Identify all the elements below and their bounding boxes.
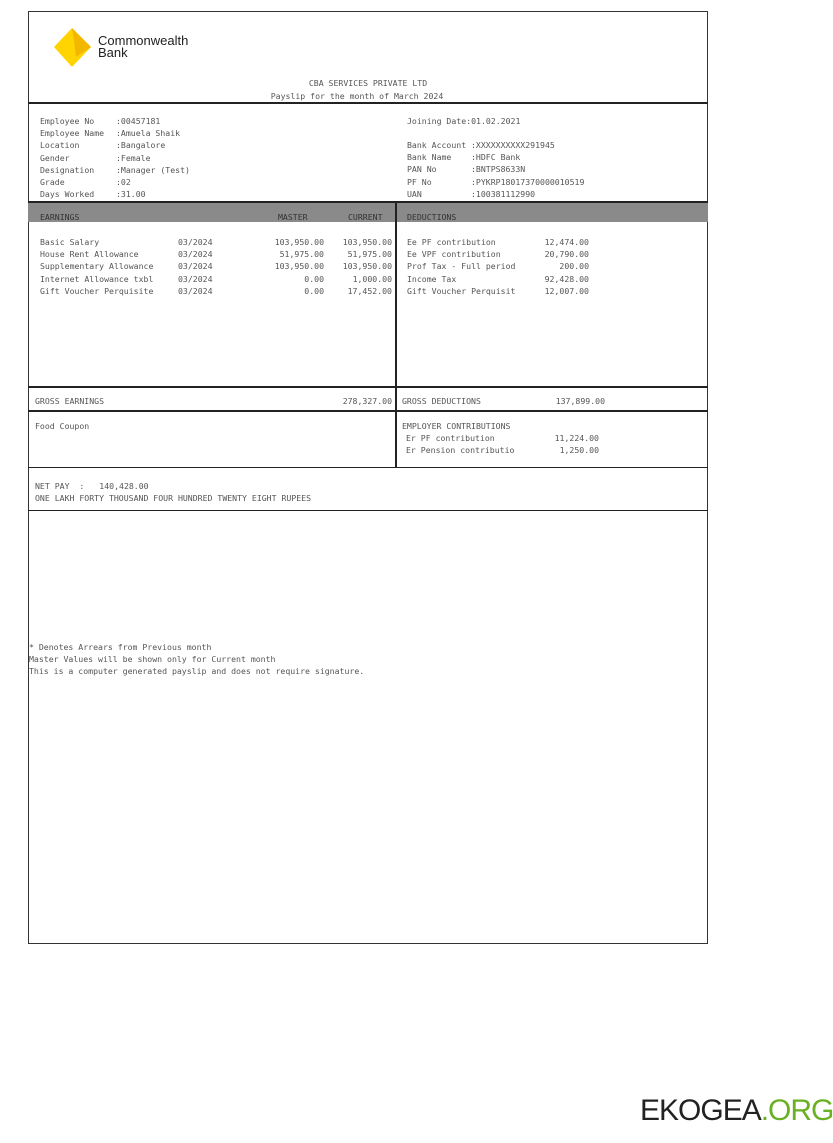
footer-notes [29, 641, 364, 678]
net-pay-words: ONE LAKH FORTY THOUSAND FOUR HUNDRED TWENTY EIGHT RUPEES [35, 493, 312, 503]
value: :Female [116, 152, 151, 163]
earning-row [40, 273, 392, 285]
bank-row [407, 163, 584, 175]
master-header: MASTER [278, 212, 308, 222]
earning-row [40, 285, 392, 297]
earning-row [40, 260, 392, 272]
earning-master: 0.00 [304, 273, 324, 284]
watermark-text: EKOGEA [640, 1094, 761, 1127]
value: :02 [116, 176, 131, 187]
logo-line-2: Bank [98, 45, 128, 60]
deduction-name: Prof Tax - Full period [407, 261, 516, 272]
label: PF No [407, 176, 432, 187]
earning-current: 103,950.00 [342, 237, 392, 247]
note: This is a computer generated payslip and does not require signature. [29, 666, 365, 677]
earning-master: 103,950.00 [274, 261, 324, 272]
label: UAN [407, 188, 422, 199]
deduction-row [407, 285, 589, 297]
deduction-name: Ee VPF contribution [407, 249, 501, 260]
deduction-amount: 20,790.00 [544, 249, 589, 260]
label: PAN No [407, 164, 437, 175]
gross-deductions-value: 137,899.00 [555, 396, 605, 406]
employee-row [40, 176, 190, 188]
logo-line-1: Commonwealth [98, 33, 189, 48]
bank-row [407, 176, 584, 188]
food-coupon-label: Food Coupon [35, 421, 90, 431]
employee-row [40, 139, 190, 151]
employer-item-amount: 11,224.00 [554, 433, 599, 443]
earnings-header: EARNINGS [40, 212, 80, 222]
value: :HDFC Bank [471, 152, 521, 163]
earning-name: Basic Salary [40, 237, 100, 247]
employee-row [40, 164, 190, 176]
divider [28, 102, 708, 104]
value: :31.00 [116, 189, 146, 200]
employer-row [406, 444, 599, 456]
value: :Bangalore [116, 140, 166, 151]
earning-name: Internet Allowance txbl [40, 273, 154, 284]
divider [28, 386, 708, 388]
earning-name: House Rent Allowance [40, 249, 139, 260]
deduction-row [407, 236, 589, 248]
deduction-amount: 200.00 [559, 261, 589, 272]
divider [28, 510, 708, 511]
deduction-name: Income Tax [407, 273, 457, 284]
label: Employee No [40, 116, 95, 126]
deduction-amount: 12,474.00 [544, 237, 589, 247]
value: :Amuela Shaik [116, 128, 181, 139]
joining-date: Joining Date:01.02.2021 [407, 116, 521, 126]
earning-master: 51,975.00 [279, 249, 324, 260]
bank-row [407, 139, 584, 151]
earning-name: Supplementary Allowance [40, 261, 154, 272]
page-title: Payslip for the month of March 2024 [270, 91, 444, 101]
gross-earnings-label: GROSS EARNINGS [35, 396, 105, 406]
employee-row [40, 127, 190, 139]
deductions-header: DEDUCTIONS [407, 212, 457, 222]
employer-item-amount: 1,250.00 [559, 445, 599, 456]
value: :PYKRP18017370000010519 [471, 176, 585, 187]
earning-current: 17,452.00 [347, 285, 392, 296]
earning-period: 03/2024 [178, 261, 213, 272]
employee-row [40, 152, 190, 164]
employer-item-name: Er Pension contributio [406, 445, 515, 456]
employer-contributions-title: EMPLOYER CONTRIBUTIONS [402, 421, 511, 431]
watermark-suffix: .ORG [760, 1094, 833, 1127]
label: Designation [40, 164, 95, 175]
gross-earnings-value: 278,327.00 [342, 396, 392, 406]
bank-logo-icon [52, 27, 94, 69]
note: * Denotes Arrears from Previous month [29, 642, 212, 652]
employer-row [406, 432, 599, 444]
earning-row [40, 248, 392, 260]
employer-contributions [406, 432, 599, 456]
net-pay-label: NET PAY : [35, 481, 85, 491]
earning-current: 1,000.00 [352, 273, 392, 284]
value: :XXXXXXXXXX291945 [471, 140, 555, 150]
earning-master: 103,950.00 [274, 237, 324, 247]
bank-row [407, 188, 584, 200]
label: Bank Account [407, 140, 467, 150]
earning-period: 03/2024 [178, 273, 213, 284]
net-pay-amount: 140,428.00 [99, 481, 149, 491]
bank-row [407, 151, 584, 163]
value: :00457181 [116, 116, 161, 126]
value: :Manager (Test) [116, 164, 190, 175]
note: Master Values will be shown only for Current month [29, 654, 276, 665]
earning-current: 103,950.00 [342, 261, 392, 272]
label: Bank Name [407, 152, 452, 163]
earning-row [40, 236, 392, 248]
current-header: CURRENT [348, 212, 383, 222]
gross-deductions-label: GROSS DEDUCTIONS [402, 396, 481, 406]
label: Employee Name [40, 128, 105, 139]
deductions-table [407, 236, 589, 297]
net-pay [35, 480, 149, 492]
earning-period: 03/2024 [178, 249, 213, 260]
earning-period: 03/2024 [178, 285, 213, 296]
deduction-row [407, 260, 589, 272]
deduction-name: Ee PF contribution [407, 237, 496, 247]
column-divider [395, 202, 397, 468]
earnings-table [40, 236, 392, 297]
label: Gender [40, 152, 70, 163]
earning-name: Gift Voucher Perquisite [40, 285, 154, 296]
deduction-row [407, 273, 589, 285]
earning-master: 0.00 [304, 285, 324, 296]
divider [28, 410, 708, 412]
earning-period: 03/2024 [178, 237, 213, 247]
watermark [640, 1094, 833, 1128]
employee-row [40, 115, 190, 127]
deduction-amount: 12,007.00 [544, 285, 589, 296]
value: :BNTPS8633N [471, 164, 526, 175]
label: Grade [40, 176, 65, 187]
employer-item-name: Er PF contribution [406, 433, 495, 443]
company-name: CBA SERVICES PRIVATE LTD [308, 78, 428, 88]
deduction-amount: 92,428.00 [544, 273, 589, 284]
divider [28, 467, 708, 468]
label: Days Worked [40, 189, 95, 200]
earning-current: 51,975.00 [347, 249, 392, 260]
value: :100381112990 [471, 188, 536, 199]
deduction-name: Gift Voucher Perquisit [407, 285, 516, 296]
divider [28, 201, 708, 203]
employee-row [40, 188, 190, 200]
deduction-row [407, 248, 589, 260]
label: Location [40, 140, 80, 151]
